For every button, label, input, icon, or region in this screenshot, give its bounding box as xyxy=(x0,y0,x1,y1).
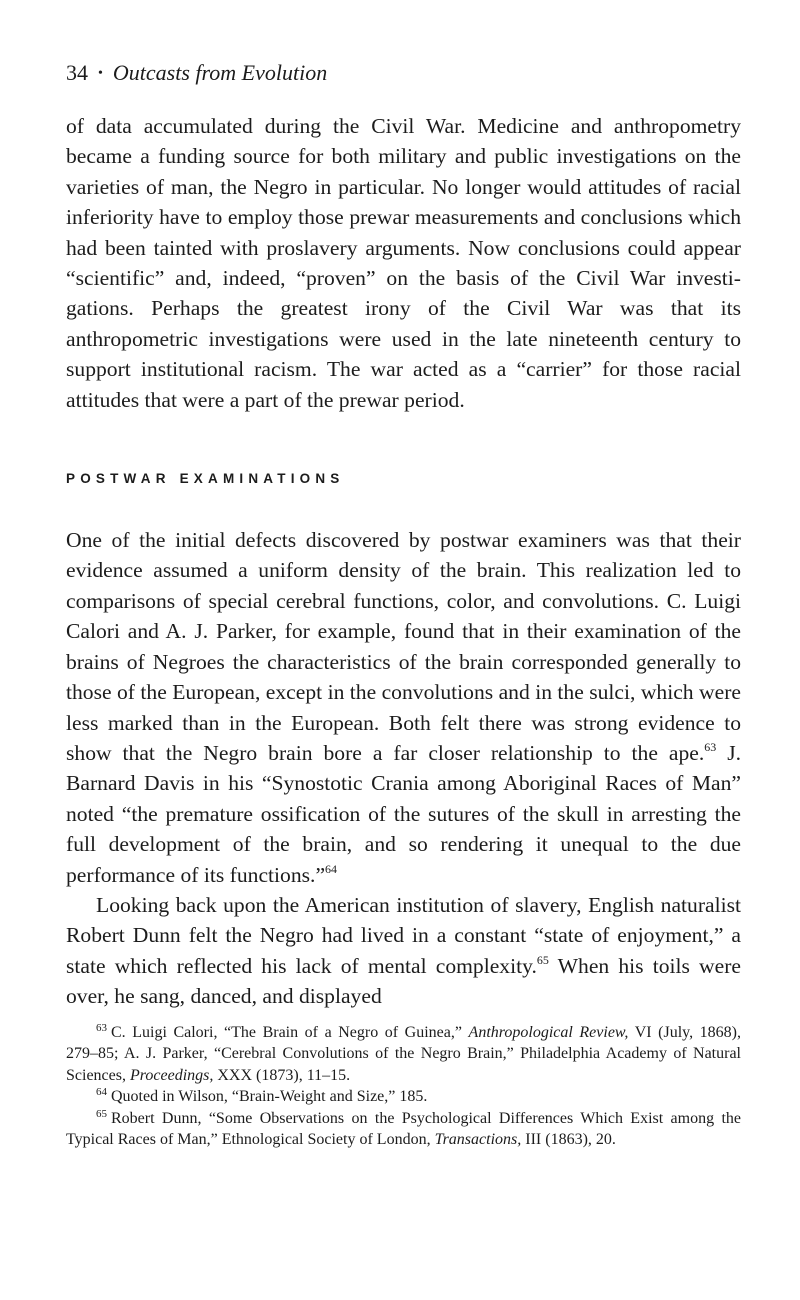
paragraph-text: When his toils were over, he sang, danced, and displayed xyxy=(66,953,741,1009)
paragraph-robert-dunn xyxy=(66,890,741,1012)
paragraph-text: One of the initial defects discovered by postwar examiners was that their evidence assumed a uniform density of the brain. This realization led to comparisons of special cerebral functions, color, and convolutions. C. Luigi Calori and A. J. Parker, for example, found that in their examination of the brains of Negroes the characteristics of the brain corresponded generally to those of the European, except in the convolutions and in the sulci, which were less marked than in the European. Both felt there was strong evidence to show that the Negro brain bore a far closer relationship to the ape. xyxy=(66,528,741,765)
footnote xyxy=(66,1086,741,1108)
running-head xyxy=(66,58,741,89)
footnote-reference: 65 xyxy=(536,952,549,967)
footnote-journal-title: Anthropological Review, xyxy=(468,1023,629,1041)
footnote-text: Robert Dunn, “Some Observations on the Psychological Differences Which Exist among the Typical Races of Man,” Ethnological Society of London, xyxy=(66,1109,741,1149)
paragraph-continued: of data accumulated during the Civil War. Medicine and anthropometry became a funding source for both military and public investigations on the varieties of man, the Negro in particular. No longer would attitudes of racial inferiority have to employ those prewar measurements and conclusions which had been tainted with proslavery arguments. Now conclusions could appear “scientific” and, indeed, “proven” on the basis of the Civil War investigations. Perhaps the greatest irony of the Civil War was that its anthropometric investigations were used in the late nineteenth century to support institutional racism. The war acted as a “carrier” for those racial attitudes that were a part of the prewar period. xyxy=(66,114,741,412)
footnote-journal-title: Proceedings, xyxy=(129,1066,214,1084)
footnote-reference: 64 xyxy=(325,861,338,876)
footnote-number: 64 xyxy=(96,1086,107,1099)
footnote-text: Quoted in Wilson, “Brain-Weight and Size,” 185. xyxy=(111,1088,428,1106)
footnote-reference: 63 xyxy=(704,739,717,754)
footnote-number: 65 xyxy=(96,1107,107,1120)
footnote-text: VI (July, 1868), 279–85; A. J. Parker, “Cerebral Convolutions of the Negro Brain,” Philadelphia Academy of Natural Sciences, xyxy=(66,1023,741,1084)
paragraph-text: Looking back upon the American institution of slavery, English naturalist Robert Dunn felt the Negro had lived in a constant “state of enjoyment,” a state which reflected his lack of mental complexity. xyxy=(66,892,741,978)
footnote-text: XXX (1873), 11–15. xyxy=(213,1066,351,1084)
footnote-journal-title: Transactions, xyxy=(434,1131,522,1149)
footnotes xyxy=(66,1022,741,1151)
body-text xyxy=(66,111,741,1012)
book-page xyxy=(66,58,741,1151)
footnote-text: III (1863), 20. xyxy=(521,1131,616,1149)
bullet-separator: • xyxy=(98,66,103,81)
footnote-number: 63 xyxy=(96,1021,107,1034)
page-number: 34 xyxy=(66,60,88,85)
book-title: Outcasts from Evolution xyxy=(112,60,328,85)
footnote-text: C. Luigi Calori, “The Brain of a Negro of Guinea,” xyxy=(111,1023,469,1041)
footnote xyxy=(66,1108,741,1151)
section-heading: POSTWAR EXAMINATIONS xyxy=(66,471,345,487)
footnote xyxy=(66,1022,741,1087)
paragraph-postwar-defects xyxy=(66,525,741,890)
paragraph-text: J. Barnard Davis in his “Synostotic Crania among Aboriginal Races of Man” noted “the premature ossification of the sutures of the skull in arresting the full development of the brain, and so rendering it unequal to the due performance of its functions.” xyxy=(66,740,742,887)
